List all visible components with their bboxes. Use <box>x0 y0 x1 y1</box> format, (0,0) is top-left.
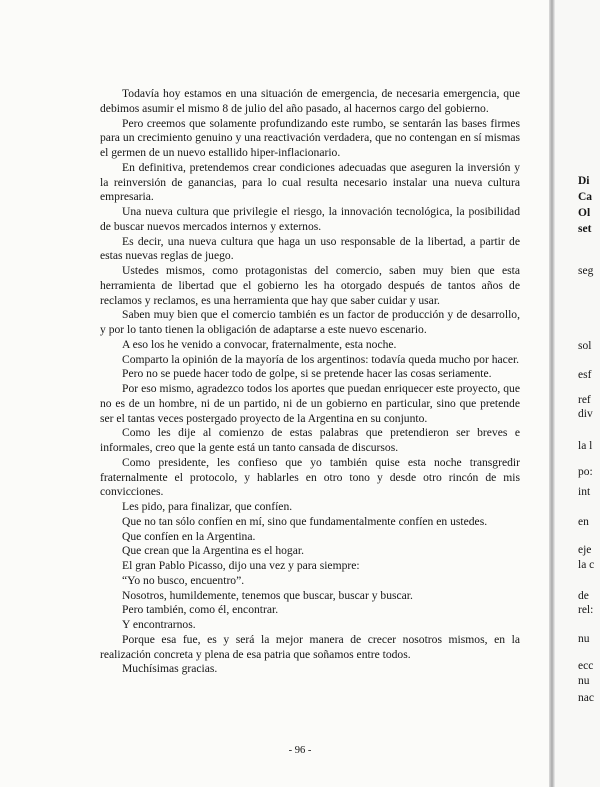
paragraph: Nosotros, humildemente, tenemos que buscar, buscar y buscar. <box>122 588 413 602</box>
edge-fragment: de <box>578 590 589 602</box>
paragraph: Saben muy bien que el comercio también es un factor de producción y de desarrollo, y por lo tanto tienen la obligación de adaptarse a este nuevo escenario. <box>100 308 520 336</box>
edge-fragment: esf <box>578 369 592 381</box>
paragraph: Una nueva cultura que privilegie el riesgo, la innovación tecnológica, la posibilidad de buscar nuevos mercados internos y externos. <box>100 205 520 233</box>
speech-text <box>100 87 520 677</box>
paragraph: Pero no se puede hacer todo de golpe, si se pretende hacer las cosas seriamente. <box>122 367 492 381</box>
paragraph: Como les dije al comienzo de estas palabras que pretendieron ser breves e informales, creo que la gente está un tanto cansada de discursos. <box>100 426 520 454</box>
edge-fragment: seg <box>578 265 594 277</box>
paragraph: Que no tan sólo confíen en mí, sino que fundamentalmente confíen en ustedes. <box>122 514 488 528</box>
edge-fragment: Ca <box>578 191 593 203</box>
paragraph: A eso los he venido a convocar, fraternalmente, esta noche. <box>122 337 397 351</box>
edge-fragment: Ol <box>578 207 591 219</box>
edge-fragment: sol <box>578 340 592 352</box>
edge-fragment: ref <box>578 394 591 406</box>
paragraph: Muchísimas gracias. <box>122 662 218 676</box>
paragraph: Que crean que la Argentina es el hogar. <box>122 544 304 558</box>
edge-fragment: nac <box>578 692 594 704</box>
edge-fragment: eje <box>578 544 592 556</box>
paragraph: El gran Pablo Picasso, dijo una vez y para siempre: <box>122 559 360 572</box>
paragraph: Pero también, como él, encontrar. <box>122 603 279 617</box>
edge-fragment: set <box>578 223 592 235</box>
paragraph: Y encontrarnos. <box>122 618 196 631</box>
paragraph: En definitiva, pretendemos crear condiciones adecuadas que aseguren la inversión y la reinversión de ganancias, para lo cual resulta necesario instalar una nueva cultura empresaria. <box>100 160 520 204</box>
edge-fragment: nu <box>578 675 590 687</box>
paragraph: Comparto la opinión de la mayoría de los argentinos: todavía queda mucho por hacer. <box>122 352 520 366</box>
edge-fragment: en <box>578 516 589 528</box>
edge-fragment: nu <box>578 633 590 645</box>
book-gutter <box>549 0 555 787</box>
paragraph: Es decir, una nueva cultura que haga un uso responsable de la libertad, a partir de estas nuevas reglas de juego. <box>100 234 520 263</box>
edge-fragment: la c <box>578 559 595 571</box>
edge-fragment: rel: <box>578 604 594 616</box>
paragraph: Ustedes mismos, como protagonistas del comercio, saben muy bien que esta herramienta de libertad que el gobierno les ha otorgado después de tantos años de reclamos y reclamos, es una herramienta que hay que saber cuidar y usar. <box>100 264 520 307</box>
edge-fragment: po: <box>578 466 593 478</box>
paragraph: “Yo no busco, encuentro”. <box>122 573 245 587</box>
paragraph: Por eso mismo, agradezco todos los aportes que puedan enriquecer este proyecto, que no es de un hombre, ni de un partido, ni de un gobierno en particular, sino que pretende ser el tantas veces postergado proyecto de la Argentina en su conjunto. <box>100 382 520 425</box>
paragraph: Que confíen en la Argentina. <box>122 529 256 543</box>
paragraph: Pero creemos que solamente profundizando este rumbo, se sentarán las bases firmes para un crecimiento genuino y una reactivación verdadera, que no contengan en sí mismas el germen de un nuevo estallido hiper-inflacionario. <box>100 116 520 159</box>
edge-fragment: ecc <box>578 660 594 672</box>
edge-fragment: la l <box>578 440 593 452</box>
edge-fragment: Di <box>578 175 590 187</box>
paragraph: Todavía hoy estamos en una situación de emergencia, de necesaria emergencia, que debimos asumir el mismo 8 de julio del año pasado, al hacernos cargo del gobierno. <box>100 87 520 115</box>
paragraph: Como presidente, les confieso que yo también quise esta noche transgredir fraternalmente el protocolo, y hablarles en otro tono y desde otro rincón de mis convicciones. <box>100 455 520 499</box>
page-number: - 96 - <box>288 745 312 756</box>
paragraph: Porque esa fue, es y será la mejor manera de crecer nosotros mismos, en la realización concreta y plena de esa patria que soñamos entre todos. <box>100 632 520 661</box>
edge-fragment: int <box>578 486 591 498</box>
edge-fragment: div <box>578 408 593 420</box>
paragraph: Les pido, para finalizar, que confíen. <box>122 500 293 513</box>
